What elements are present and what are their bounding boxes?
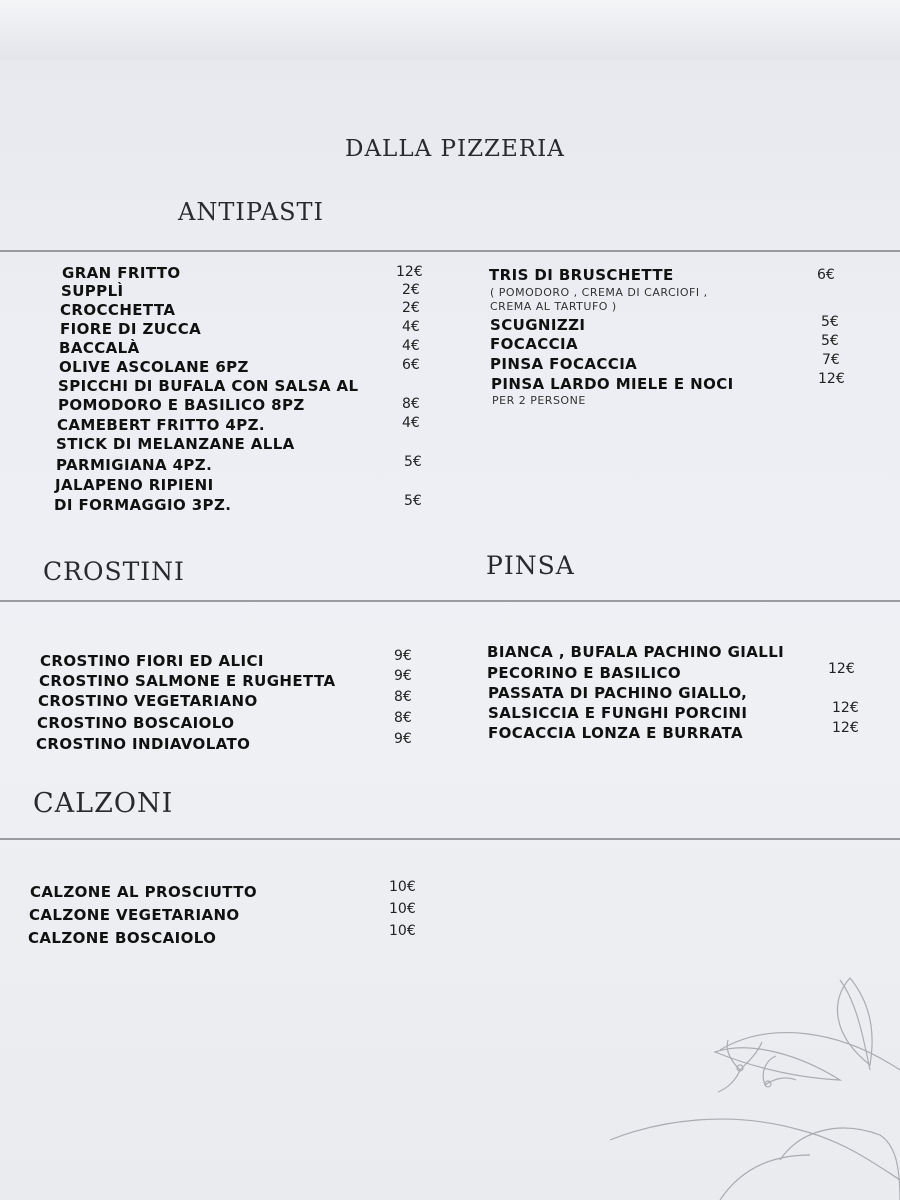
menu-title: DALLA PIZZERIA [345,136,565,162]
menu-item-name: BIANCA , BUFALA PACHINO GIALLI [487,643,785,661]
menu-item-name: CROSTINO VEGETARIANO [38,692,258,710]
menu-item-price: 12€ [832,720,859,736]
decorative-leaf-illustration [600,960,900,1200]
menu-item-name: CROSTINO BOSCAIOLO [37,714,235,732]
menu-item-note: PER 2 PERSONE [492,394,586,407]
section-divider [0,838,900,840]
menu-item-note: CREMA AL TARTUFO ) [490,300,617,313]
menu-item-price: 10€ [389,901,416,917]
menu-item-name: SUPPLÌ [61,282,124,300]
menu-item-name: GRAN FRITTO [62,264,181,282]
menu-item-price: 12€ [828,661,855,677]
paper-edge [0,0,900,60]
menu-item-name: CROSTINO INDIAVOLATO [36,735,251,753]
menu-item-name: FOCACCIA LONZA E BURRATA [488,724,743,742]
menu-item-price: 12€ [832,700,859,716]
menu-item-price: 4€ [402,415,420,431]
menu-item-price: 10€ [389,879,416,895]
menu-item-price: 9€ [394,668,412,684]
menu-item-price: 9€ [394,648,412,664]
menu-item-price: 5€ [821,314,839,330]
menu-item-price: 6€ [402,357,420,373]
menu-item-note: ( POMODORO , CREMA DI CARCIOFI , [490,286,708,299]
menu-item-name: SPICCHI DI BUFALA CON SALSA AL [58,377,359,395]
menu-item-name: PINSA FOCACCIA [490,355,638,373]
calzoni-heading: CALZONI [33,788,174,819]
section-divider [0,600,900,602]
menu-item-name: CROSTINO FIORI ED ALICI [40,652,264,670]
menu-item-name: STICK DI MELANZANE ALLA [56,435,295,453]
menu-item-name: PINSA LARDO MIELE E NOCI [491,375,734,393]
menu-item-name: CALZONE AL PROSCIUTTO [30,883,258,901]
menu-item-name: CAMEBERT FRITTO 4PZ. [57,416,265,434]
menu-item-name: DI FORMAGGIO 3PZ. [54,496,232,514]
menu-item-name: CALZONE VEGETARIANO [29,906,240,924]
antipasti-heading: ANTIPASTI [178,198,325,226]
menu-item-name: JALAPENO RIPIENI [55,476,214,494]
menu-item-name: BACCALÀ [59,339,140,357]
menu-item-price: 8€ [402,396,420,412]
menu-item-price: 5€ [821,333,839,349]
menu-item-name: OLIVE ASCOLANE 6PZ [59,358,249,376]
menu-item-price: 6€ [817,267,835,283]
menu-item-name: FOCACCIA [490,335,579,353]
menu-item-name: FIORE DI ZUCCA [60,320,202,338]
menu-item-name: TRIS DI BRUSCHETTE [489,266,674,284]
menu-item-name: SALSICCIA E FUNGHI PORCINI [488,704,748,722]
menu-item-name: SCUGNIZZI [490,316,586,334]
menu-item-name: CROCCHETTA [60,301,176,319]
menu-item-name: CALZONE BOSCAIOLO [28,929,217,947]
menu-item-price: 4€ [402,338,420,354]
menu-item-name: CROSTINO SALMONE E RUGHETTA [39,672,336,690]
menu-item-price: 4€ [402,319,420,335]
menu-item-name: PARMIGIANA 4PZ. [56,456,213,474]
menu-item-price: 2€ [402,300,420,316]
menu-item-name: POMODORO E BASILICO 8PZ [58,396,305,414]
menu-item-price: 5€ [404,493,422,509]
menu-item-price: 5€ [404,454,422,470]
pinsa-heading: PINSA [486,551,575,580]
crostini-heading: CROSTINI [43,557,185,586]
menu-item-name: PECORINO E BASILICO [487,664,682,682]
menu-item-price: 8€ [394,689,412,705]
menu-item-price: 10€ [389,923,416,939]
menu-item-price: 2€ [402,282,420,298]
menu-item-price: 7€ [822,352,840,368]
menu-item-price: 12€ [396,264,423,280]
menu-item-price: 8€ [394,710,412,726]
section-divider [0,250,900,252]
menu-item-price: 9€ [394,731,412,747]
menu-item-name: PASSATA DI PACHINO GIALLO, [488,684,748,702]
menu-item-price: 12€ [818,371,845,387]
